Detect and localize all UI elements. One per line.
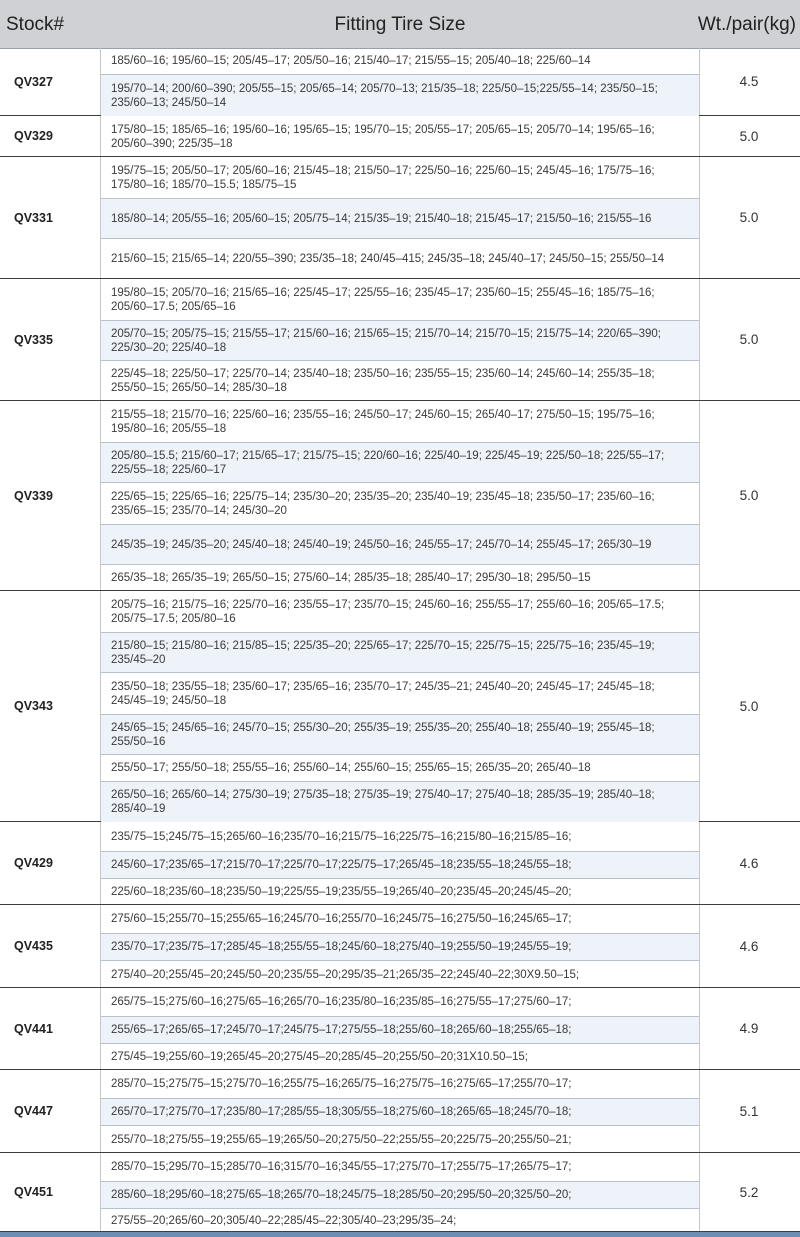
stock-number: QV329 bbox=[14, 129, 53, 143]
size-row: 255/70–18;275/55–19;255/65–19;265/50–20;275/50–22;255/55–20;225/75–20;255/50–21; bbox=[101, 1125, 699, 1153]
fitting-size-cell bbox=[100, 988, 700, 1069]
weight-per-pair: 5.0 bbox=[739, 488, 759, 503]
size-row: 285/70–15;295/70–15;285/70–16;315/70–16;345/55–17;275/70–17;255/75–17;265/75–17; bbox=[111, 1161, 572, 1173]
weight-per-pair: 4.5 bbox=[739, 74, 759, 89]
size-row: 185/80–14; 205/55–16; 205/60–15; 205/75–14; 215/35–19; 215/40–18; 215/45–17; 215/50–16; 215/55–16 bbox=[101, 198, 699, 238]
stock-number: QV331 bbox=[14, 210, 53, 225]
weight-per-pair: 4.9 bbox=[739, 1021, 759, 1036]
product-group bbox=[0, 905, 800, 988]
product-group bbox=[0, 1070, 800, 1153]
size-row: 245/65–15; 245/65–16; 245/70–15; 255/30–20; 255/35–19; 255/35–20; 255/40–18; 255/40–19; 255/45–18; 255/50–16 bbox=[101, 714, 699, 754]
size-row: 285/70–15;275/75–15;275/70–16;255/75–16;265/75–16;275/75–16;275/65–17;255/70–17; bbox=[111, 1078, 572, 1090]
weight-per-pair: 4.6 bbox=[739, 855, 759, 871]
fitting-size-cell bbox=[100, 822, 700, 904]
size-row: 255/65–17;265/65–17;245/70–17;245/75–17;275/55–18;255/60–18;265/60–18;255/65–18; bbox=[101, 1016, 699, 1043]
size-row: 245/60–17;235/65–17;215/70–17;225/70–17;225/75–17;265/45–18;235/55–18;245/55–18; bbox=[101, 851, 699, 878]
size-row: 275/40–20;255/45–20;245/50–20;235/55–20;295/35–21;265/35–22;245/40–22;30X9.50–15; bbox=[101, 960, 699, 988]
size-row: 205/75–16; 215/75–16; 225/70–16; 235/55–17; 235/70–15; 245/60–16; 255/55–17; 255/60–16; 205/65–17.5; 205/75–17.5; 205/80–16 bbox=[111, 598, 665, 625]
product-group bbox=[0, 591, 800, 822]
product-group bbox=[0, 401, 800, 591]
size-row: 215/55–18; 215/70–16; 225/60–16; 235/55–16; 245/50–17; 245/60–15; 265/40–17; 275/50–15; 195/75–16; 195/80–16; 205/55–18 bbox=[111, 408, 655, 435]
product-group bbox=[0, 157, 800, 279]
fitting-size-cell bbox=[100, 279, 700, 400]
table-header bbox=[0, 0, 800, 49]
size-row: 285/60–18;295/60–18;275/65–18;265/70–18;245/75–18;285/50–20;295/50–20;325/50–20; bbox=[101, 1181, 699, 1208]
weight-per-pair: 5.0 bbox=[739, 332, 759, 347]
size-row: 275/45–19;255/60–19;265/45–20;275/45–20;285/45–20;255/50–20;31X10.50–15; bbox=[101, 1043, 699, 1070]
header-stock: Stock# bbox=[6, 14, 65, 35]
weight-per-pair: 5.2 bbox=[739, 1184, 759, 1200]
stock-number: QV327 bbox=[14, 74, 53, 89]
stock-number: QV335 bbox=[14, 332, 53, 347]
size-row: 175/80–15; 185/65–16; 195/60–16; 195/65–15; 195/70–15; 205/55–17; 205/65–15; 205/70–14; 195/65–16; 205/60–390; 225/35–18 bbox=[111, 123, 655, 150]
size-row: 275/60–15;255/70–15;255/65–16;245/70–16;255/70–16;245/75–16;275/50–16;245/65–17; bbox=[111, 913, 572, 925]
size-row: 235/75–15;245/75–15;265/60–16;235/70–16;215/75–16;225/75–16;215/80–16;215/85–16; bbox=[111, 830, 572, 843]
size-row: 205/70–15; 205/75–15; 215/55–17; 215/60–16; 215/65–15; 215/70–14; 215/70–15; 215/75–14; 220/65–390; 225/30–20; 225/40–18 bbox=[101, 320, 699, 360]
stock-number: QV451 bbox=[14, 1185, 53, 1199]
weight-per-pair: 5.0 bbox=[739, 128, 759, 144]
size-row: 195/80–15; 205/70–16; 215/65–16; 225/45–17; 225/55–16; 235/45–17; 235/60–15; 255/45–16; 185/75–16; 205/60–17.5; 205/65–16 bbox=[111, 286, 655, 313]
product-group bbox=[0, 988, 800, 1070]
size-row: 225/60–18;235/60–18;235/50–19;225/55–19;235/55–19;265/40–20;235/45–20;245/45–20; bbox=[101, 878, 699, 905]
stock-number: QV343 bbox=[14, 699, 53, 713]
stock-number: QV441 bbox=[14, 1021, 53, 1036]
product-group bbox=[0, 279, 800, 401]
product-group bbox=[0, 116, 800, 157]
fitting-size-cell bbox=[100, 48, 700, 115]
stock-number: QV447 bbox=[14, 1104, 53, 1118]
stock-number: QV339 bbox=[14, 488, 53, 503]
footer-divider bbox=[0, 1232, 800, 1237]
size-row: 265/50–16; 265/60–14; 275/30–19; 275/35–18; 275/35–19; 275/40–17; 275/40–18; 285/35–19; 285/40–18; 285/40–19 bbox=[101, 781, 699, 822]
size-row: 265/70–17;275/70–17;235/80–17;285/55–18;305/55–18;275/60–18;265/65–18;245/70–18; bbox=[101, 1098, 699, 1125]
product-group bbox=[0, 822, 800, 905]
fitting-size-cell bbox=[100, 157, 700, 278]
weight-per-pair: 4.6 bbox=[739, 938, 759, 954]
stock-number: QV429 bbox=[14, 856, 53, 870]
size-row: 225/65–15; 225/65–16; 225/75–14; 235/30–20; 235/35–20; 235/40–19; 235/45–18; 235/50–17; 235/60–16; 235/65–15; 235/70–14; 245/30–20 bbox=[101, 482, 699, 524]
size-row: 225/45–18; 225/50–17; 225/70–14; 235/40–18; 235/50–16; 235/55–15; 235/60–14; 245/60–14; 255/35–18; 255/50–15; 265/50–14; 285/30–18 bbox=[101, 360, 699, 401]
header-fitting-size: Fitting Tire Size bbox=[334, 14, 466, 35]
fitting-size-cell bbox=[100, 116, 700, 156]
size-row: 265/75–15;275/60–16;275/65–16;265/70–16;235/80–16;235/85–16;275/55–17;275/60–17; bbox=[111, 996, 572, 1008]
header-weight: Wt./pair(kg) bbox=[697, 14, 796, 35]
fitting-size-cell bbox=[100, 1070, 700, 1152]
size-row: 185/60–16; 195/60–15; 205/45–17; 205/50–16; 215/40–17; 215/55–15; 205/40–18; 225/60–14 bbox=[111, 55, 591, 67]
weight-per-pair: 5.0 bbox=[739, 698, 759, 714]
size-row: 235/50–18; 235/55–18; 235/60–17; 235/65–16; 235/70–17; 245/35–21; 245/40–20; 245/45–17; 245/45–18; 245/45–19; 245/50–18 bbox=[101, 672, 699, 714]
size-row: 245/35–19; 245/35–20; 245/40–18; 245/40–19; 245/50–16; 245/55–17; 245/70–14; 255/45–17; 265/30–19 bbox=[101, 524, 699, 564]
fitting-size-cell bbox=[100, 905, 700, 987]
stock-number: QV435 bbox=[14, 939, 53, 953]
size-row: 205/80–15.5; 215/60–17; 215/65–17; 215/75–15; 220/60–16; 225/40–19; 225/45–19; 225/50–18; 225/55–17; 225/55–18; 225/60–17 bbox=[101, 442, 699, 482]
fitting-size-cell bbox=[100, 591, 700, 821]
size-row: 265/35–18; 265/35–19; 265/50–15; 275/60–14; 285/35–18; 285/40–17; 295/30–18; 295/50–15 bbox=[101, 564, 699, 591]
fitting-size-cell bbox=[100, 401, 700, 590]
size-row: 275/55–20;265/60–20;305/40–22;285/45–22;305/40–23;295/35–24; bbox=[101, 1208, 699, 1232]
size-row: 195/75–15; 205/50–17; 205/60–16; 215/45–18; 215/50–17; 225/50–16; 225/60–15; 245/45–16; 175/75–16; 175/80–16; 185/70–15.5; 185/75–15 bbox=[111, 164, 655, 191]
product-group bbox=[0, 48, 800, 116]
size-row: 215/60–15; 215/65–14; 220/55–390; 235/35–18; 240/45–415; 245/35–18; 245/40–17; 245/50–15; 255/50–14 bbox=[101, 238, 699, 279]
size-row: 195/70–14; 200/60–390; 205/55–15; 205/65–14; 205/70–13; 215/35–18; 225/50–15;225/55–14; 235/50–15; 235/60–13; 245/50–14 bbox=[101, 74, 699, 116]
fitting-size-cell bbox=[100, 1153, 700, 1231]
size-row: 255/50–17; 255/50–18; 255/55–16; 255/60–14; 255/60–15; 255/65–15; 265/35–20; 265/40–18 bbox=[101, 754, 699, 781]
product-group bbox=[0, 1153, 800, 1232]
size-row: 215/80–15; 215/80–16; 215/85–15; 225/35–20; 225/65–17; 225/70–15; 225/75–15; 225/75–16; 235/45–19; 235/45–20 bbox=[101, 632, 699, 672]
weight-per-pair: 5.1 bbox=[739, 1103, 759, 1119]
size-row: 235/70–17;235/75–17;285/45–18;255/55–18;245/60–18;275/40–19;255/50–19;245/55–19; bbox=[101, 933, 699, 960]
weight-per-pair: 5.0 bbox=[739, 210, 759, 225]
